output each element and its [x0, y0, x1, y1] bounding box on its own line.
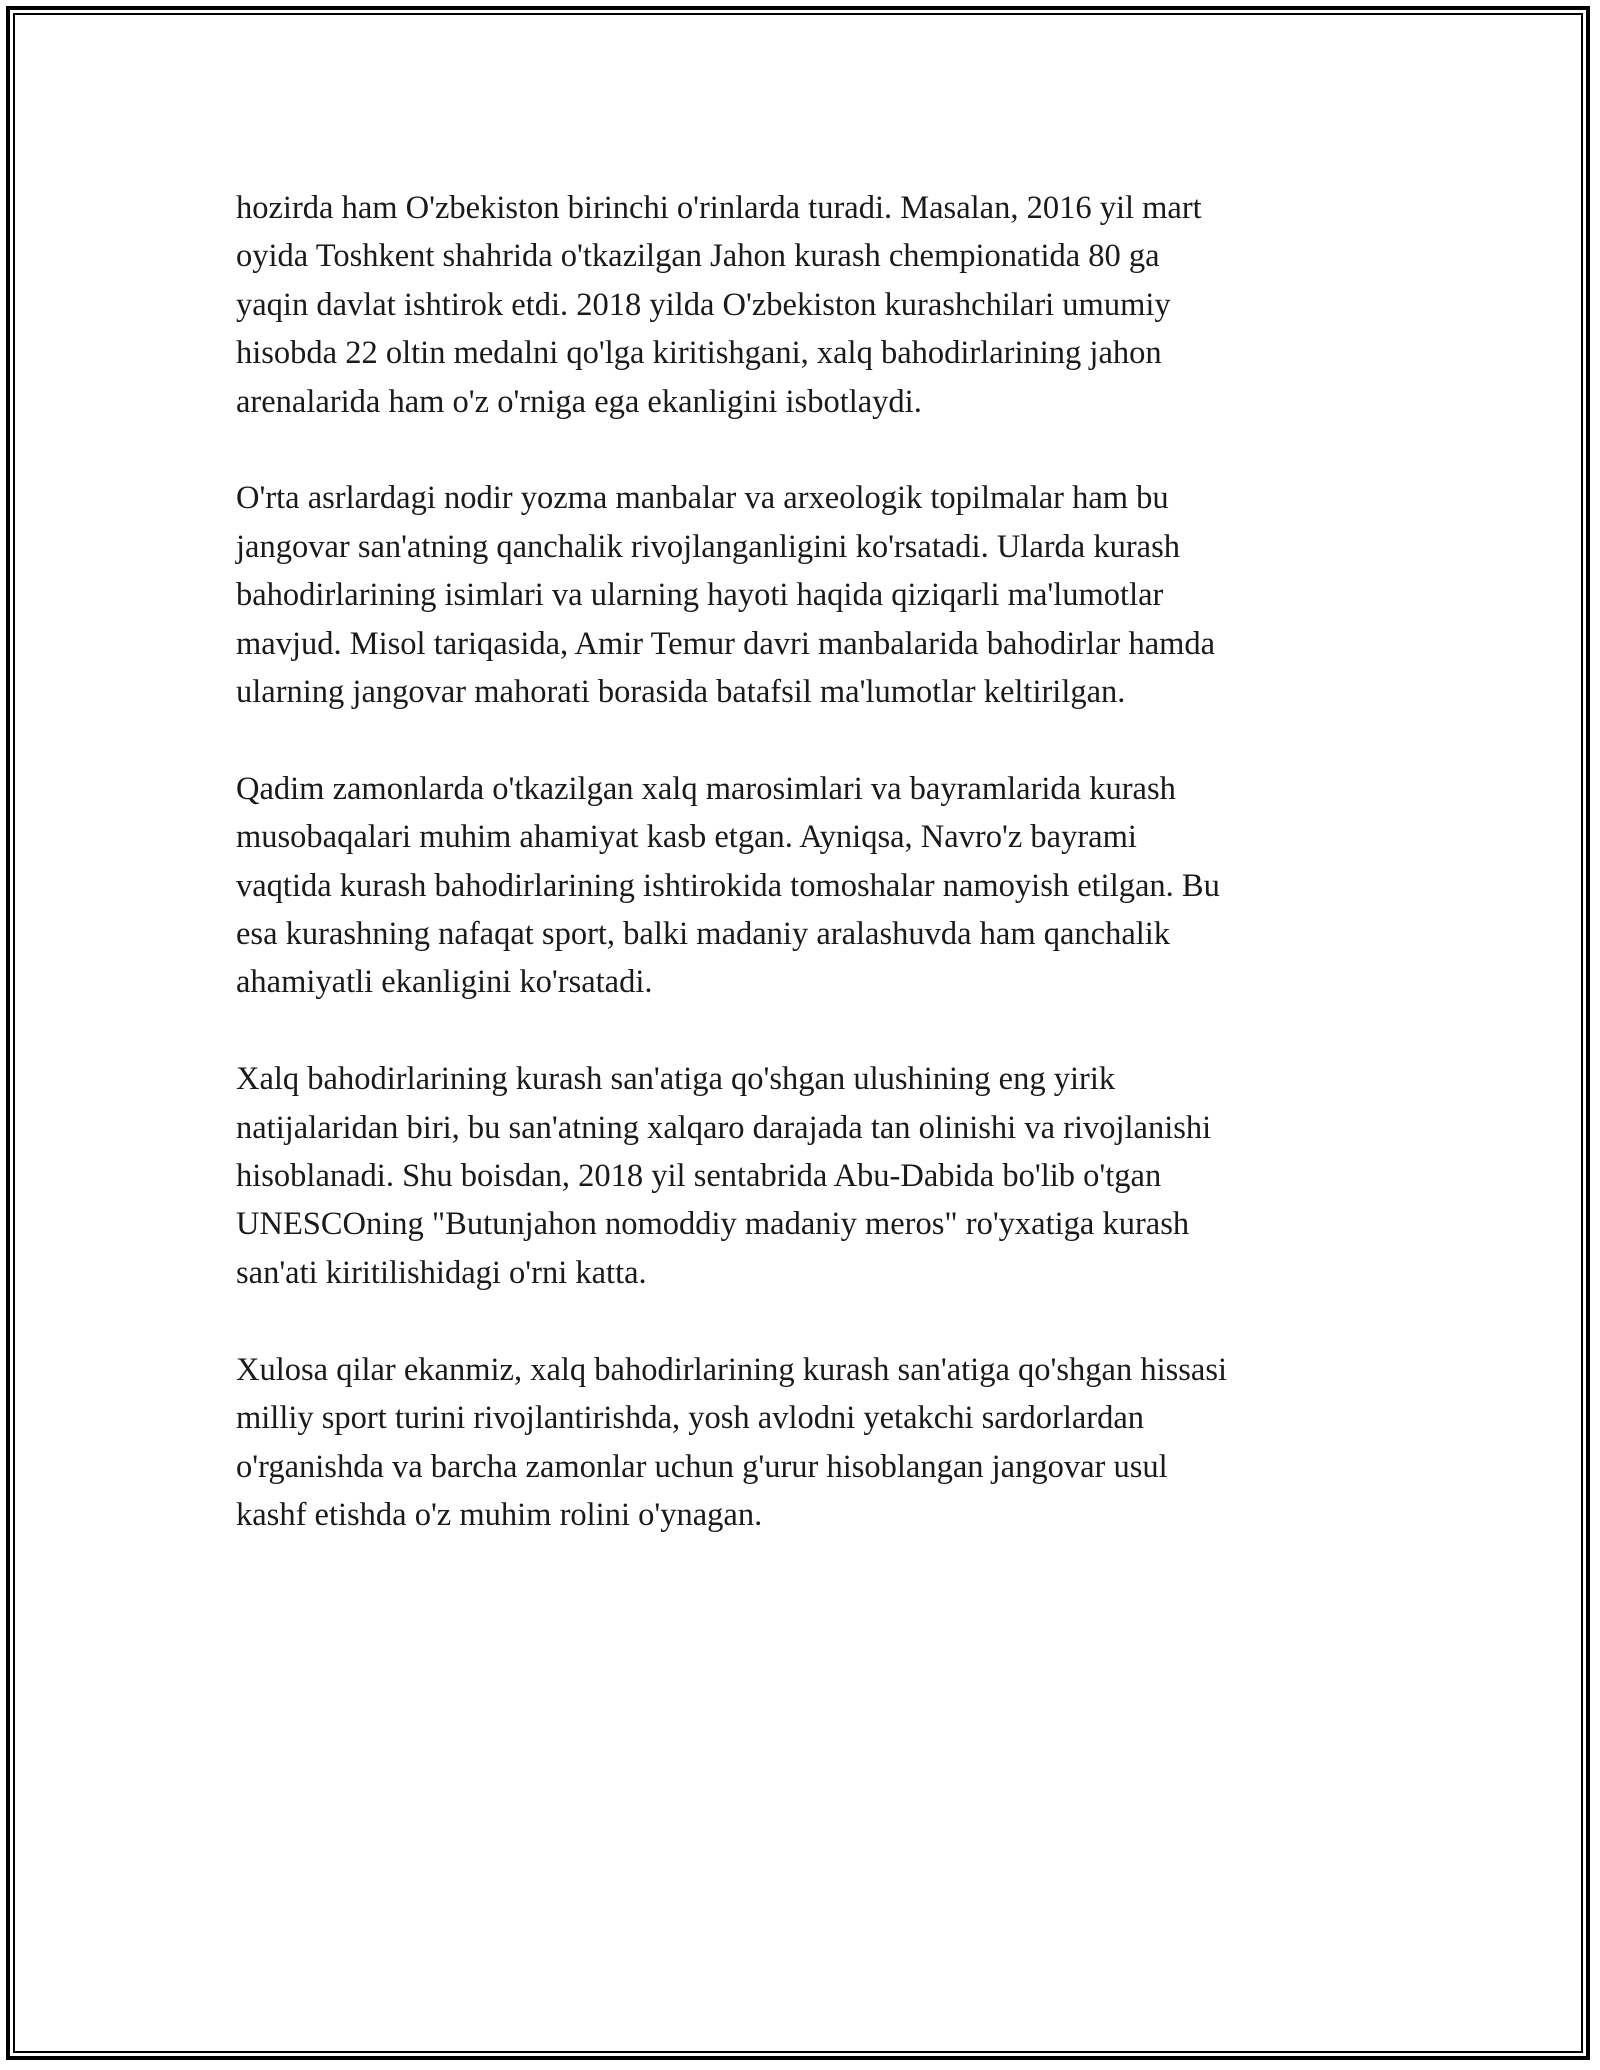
- paragraph-4: [236, 1055, 1376, 1297]
- text-line: musobaqalari muhim ahamiyat kasb etgan. Ayniqsa, Navro'z bayrami: [236, 819, 1137, 856]
- text-line: o'rganishda va barcha zamonlar uchun g'urur hisoblangan jangovar usul: [236, 1448, 1168, 1485]
- text-line: oyida Toshkent shahrida o'tkazilgan Jahon kurash chempionatida 80 ga: [236, 238, 1160, 275]
- text-line: bahodirlarining isimlari va ularning hayoti haqida qiziqarli ma'lumotlar: [236, 577, 1164, 614]
- text-line: vaqtida kurash bahodirlarining ishtirokida tomoshalar namoyish etilgan. Bu: [236, 867, 1220, 904]
- text-line: hisoblanadi. Shu boisdan, 2018 yil sentabrida Abu-Dabida bo'lib o'tgan: [236, 1158, 1162, 1195]
- text-line: jangovar san'atning qanchalik rivojlanganligini ko'rsatadi. Ularda kurash: [236, 528, 1181, 565]
- paragraph-3: [236, 765, 1376, 1007]
- paragraph-2: [236, 474, 1376, 716]
- paragraph-1: [236, 184, 1376, 426]
- text-line: milliy sport turini rivojlantirishda, yosh avlodni yetakchi sardorlardan: [236, 1400, 1145, 1437]
- text-line: san'ati kiritilishidagi o'rni katta.: [236, 1254, 647, 1291]
- paragraph-5: [236, 1346, 1376, 1540]
- document-body: [236, 184, 1376, 1588]
- text-line: UNESCOning "Butunjahon nomoddiy madaniy meros" ro'yxatiga kurash: [236, 1206, 1190, 1243]
- text-line: ahamiyatli ekanligini ko'rsatadi.: [236, 964, 653, 1001]
- text-line: natijalaridan biri, bu san'atning xalqaro darajada tan olinishi va rivojlanishi: [236, 1109, 1212, 1146]
- text-line: arenalarida ham o'z o'rniga ega ekanligini isbotlaydi.: [236, 383, 922, 420]
- text-line: ularning jangovar mahorati borasida batafsil ma'lumotlar keltirilgan.: [236, 674, 1126, 711]
- text-line: Xulosa qilar ekanmiz, xalq bahodirlarining kurash san'atiga qo'shgan hissasi: [236, 1351, 1227, 1388]
- text-line: mavjud. Misol tariqasida, Amir Temur davri manbalarida bahodirlar hamda: [236, 625, 1216, 662]
- text-line: hozirda ham O'zbekiston birinchi o'rinlarda turadi. Masalan, 2016 yil mart: [236, 190, 1202, 226]
- text-line: Xalq bahodirlarining kurash san'atiga qo'shgan ulushining eng yirik: [236, 1061, 1116, 1098]
- text-line: Qadim zamonlarda o'tkazilgan xalq marosimlari va bayramlarida kurash: [236, 770, 1176, 807]
- text-line: hisobda 22 oltin medalni qo'lga kiritishgani, xalq bahodirlarining jahon: [236, 335, 1162, 372]
- text-line: O'rta asrlardagi nodir yozma manbalar va arxeologik topilmalar ham bu: [236, 480, 1169, 517]
- text-line: kashf etishda o'z muhim rolini o'ynagan.: [236, 1496, 763, 1533]
- text-line: esa kurashning nafaqat sport, balki madaniy aralashuvda ham qanchalik: [236, 916, 1171, 953]
- text-line: yaqin davlat ishtirok etdi. 2018 yilda O'zbekiston kurashchilari umumiy: [236, 286, 1171, 323]
